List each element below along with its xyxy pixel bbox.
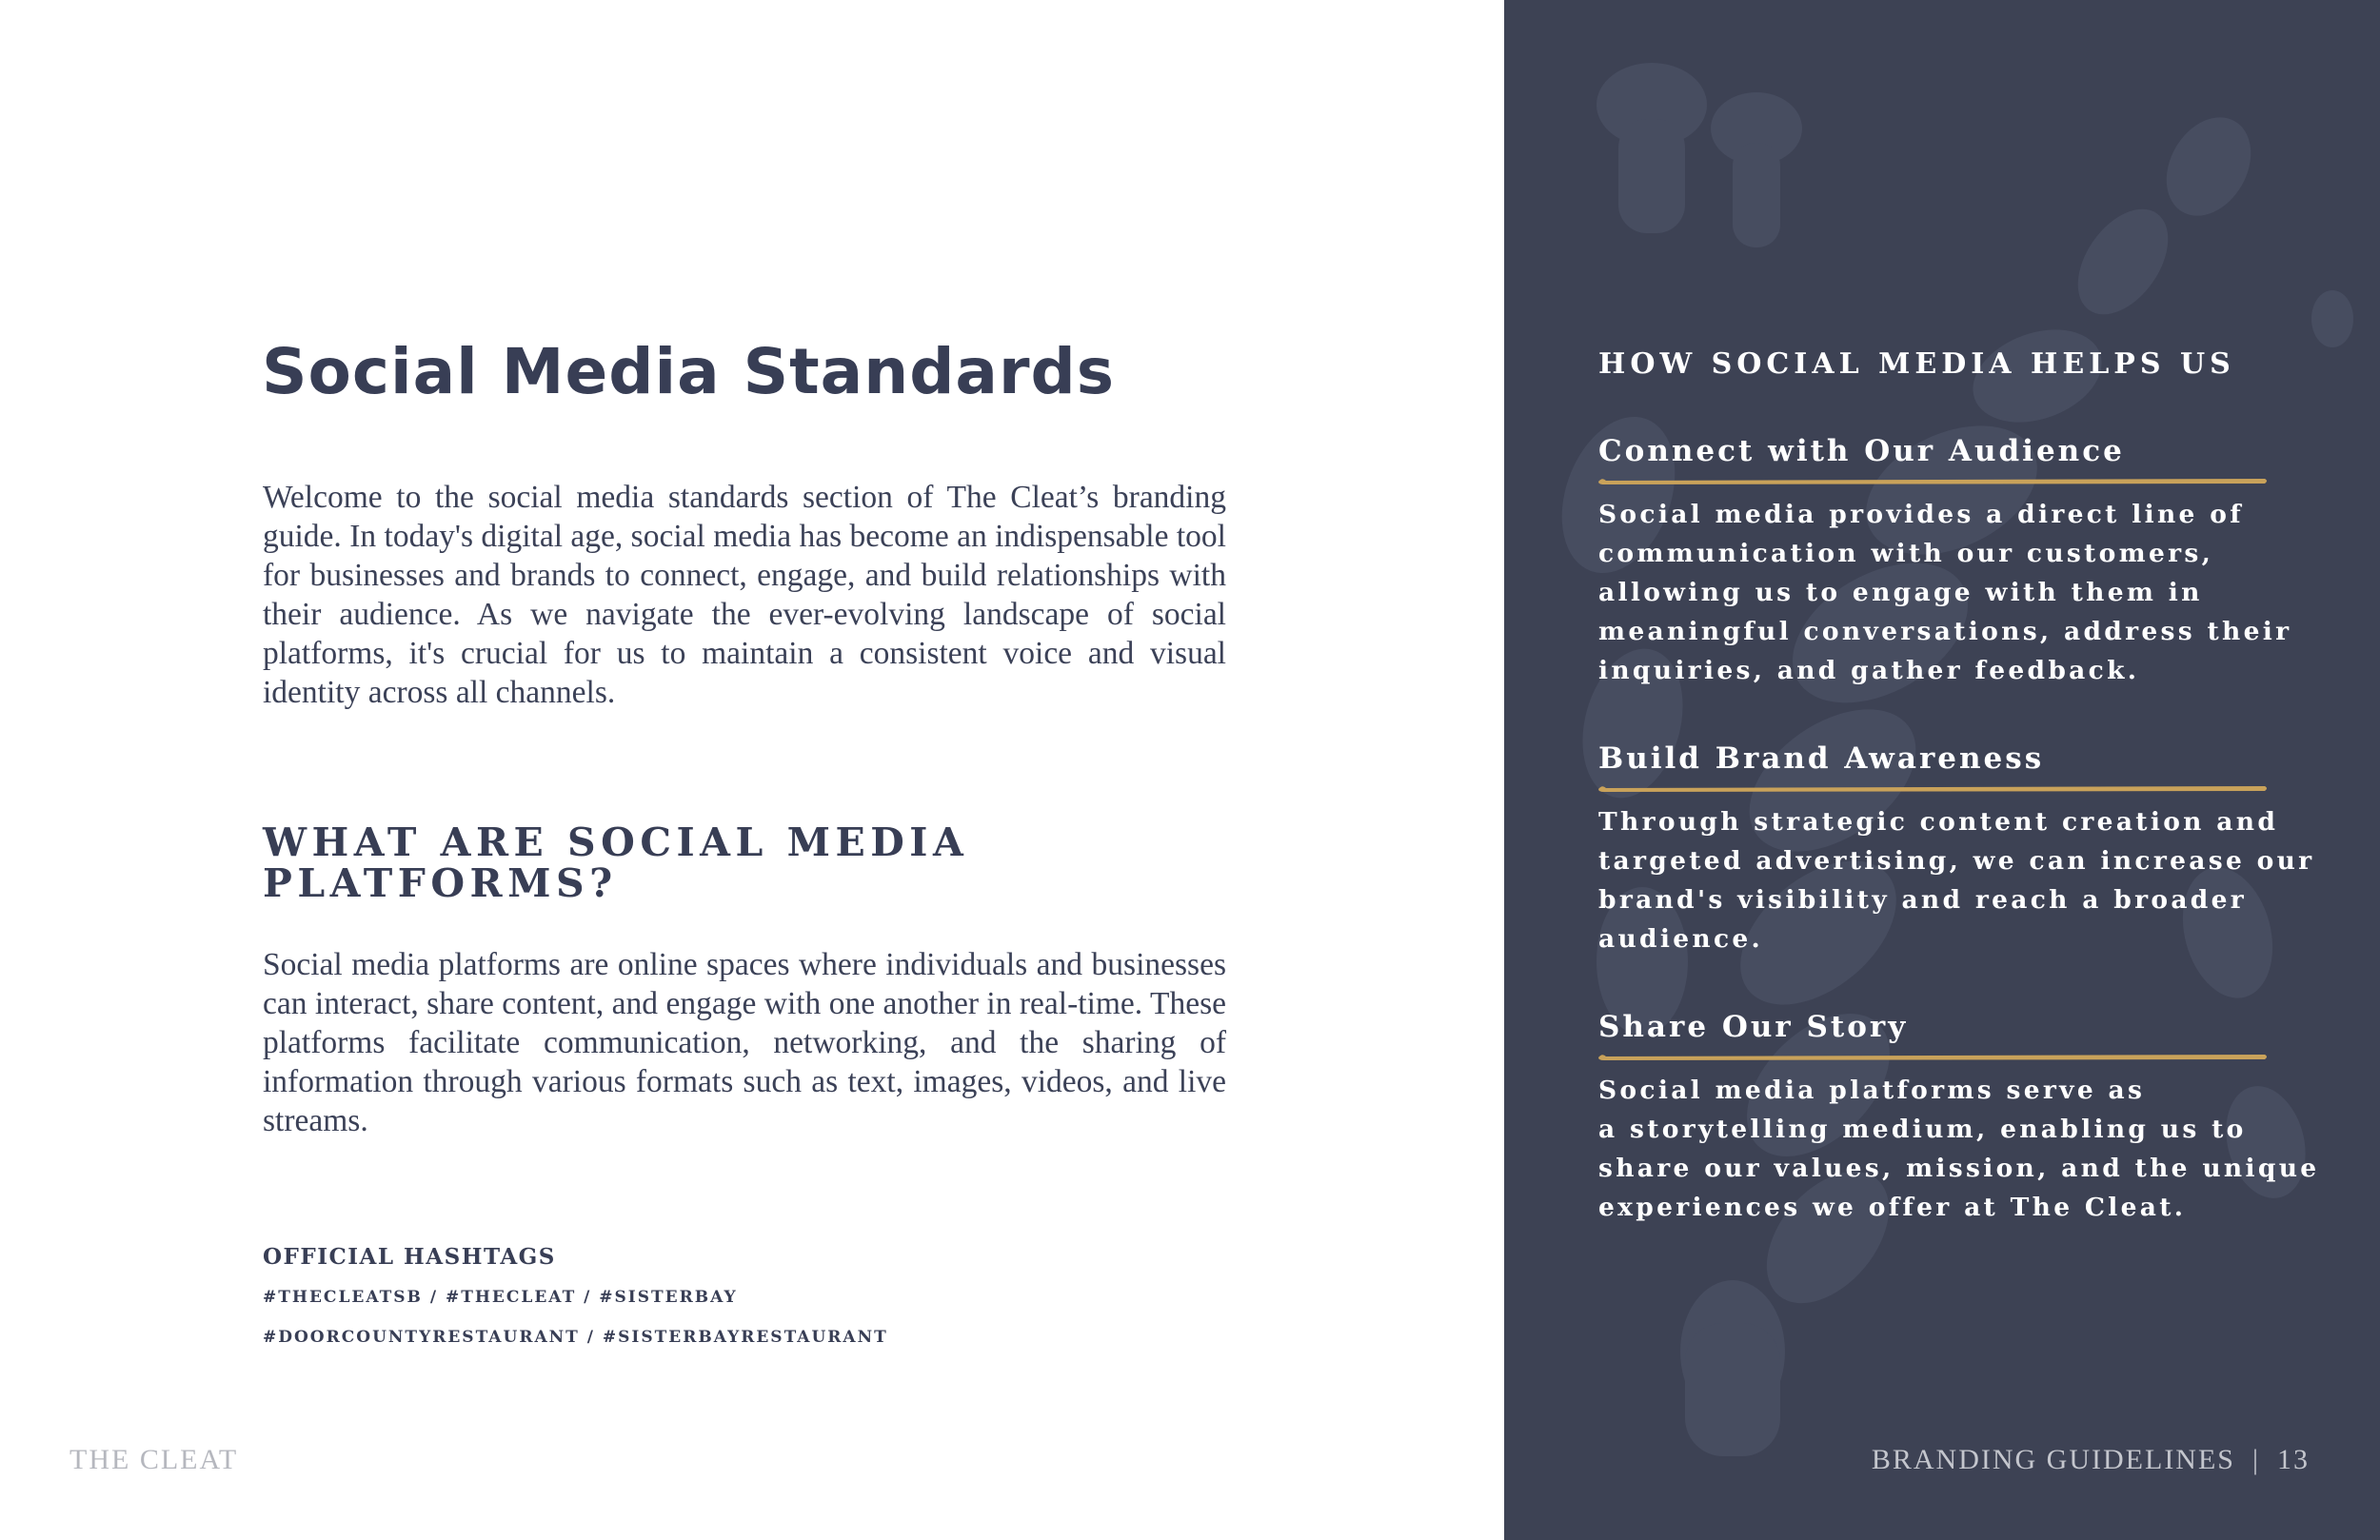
benefit-line: Social media platforms serve as [1598, 1076, 2146, 1105]
benefit-line: audience. [1598, 924, 1764, 954]
footer-label: BRANDING GUIDELINES [1871, 1444, 2235, 1475]
benefit-text [1598, 495, 2341, 690]
hashtags-heading: OFFICIAL HASHTAGS [263, 1244, 556, 1270]
benefit-line: communication with our customers, [1598, 539, 2214, 568]
benefit-line: experiences we offer at The Cleat. [1598, 1193, 2187, 1222]
benefit-line: allowing us to engage with them in [1598, 578, 2203, 607]
footer-brand: THE CLEAT [69, 1444, 239, 1475]
benefit-text [1598, 802, 2341, 958]
benefit-line: brand's visibility and reach a broader [1598, 885, 2248, 915]
gold-rope-divider [1598, 476, 2269, 485]
footer-right [1872, 1444, 2310, 1476]
page-title: Social Media Standards [262, 335, 1116, 408]
section-heading: WHAT ARE SOCIAL MEDIA PLATFORMS? [263, 819, 969, 906]
benefit-connect [1598, 434, 2341, 690]
intro-paragraph: Welcome to the social media standards section of The Cleat’s branding guide. In today's digital age, social media has become an indispensable tool for businesses and brands to connect, engage, and build relationships with their audience. As we navigate the ever-evolving landscape of social platforms, it's crucial for us to maintain a consistent voice and visual identity across all channels. [263, 480, 1226, 710]
benefit-title: Build Brand Awareness [1598, 741, 2045, 776]
benefit-story [1598, 1010, 2341, 1227]
benefit-title: Share Our Story [1598, 1010, 1909, 1044]
benefit-text [1598, 1071, 2341, 1227]
page-number: 13 [2277, 1444, 2310, 1475]
platforms-paragraph: Social media platforms are online spaces where individuals and businesses can interact, share content, and engage with one another in real-time. These platforms facilitate communication, networking, and the sharing of information through various formats such as text, images, videos, and live streams. [263, 947, 1226, 1138]
benefit-line: share our values, mission, and the unique [1598, 1154, 2320, 1183]
benefit-awareness [1598, 741, 2341, 958]
benefit-line: inquiries, and gather feedback. [1598, 656, 2140, 685]
benefit-line: a storytelling medium, enabling us to [1598, 1115, 2247, 1144]
benefit-line: Through strategic content creation and [1598, 807, 2279, 837]
hashtag-line-2: #DOORCOUNTYRESTAURANT / #SISTERBAYRESTAURANT [263, 1328, 888, 1347]
right-panel [1504, 0, 2380, 1540]
benefit-line: Social media provides a direct line of [1598, 500, 2244, 529]
hashtag-line-1: #THECLEATSB / #THECLEAT / #SISTERBAY [263, 1288, 738, 1307]
gold-rope-divider [1598, 783, 2269, 793]
benefit-line: meaningful conversations, address their [1598, 617, 2292, 646]
gold-rope-divider [1598, 1052, 2269, 1061]
benefit-title: Connect with Our Audience [1598, 434, 2125, 468]
panel-heading: HOW SOCIAL MEDIA HELPS US [1598, 347, 2235, 381]
benefit-line: targeted advertising, we can increase our [1598, 846, 2315, 876]
footer-separator: | [2251, 1444, 2260, 1475]
